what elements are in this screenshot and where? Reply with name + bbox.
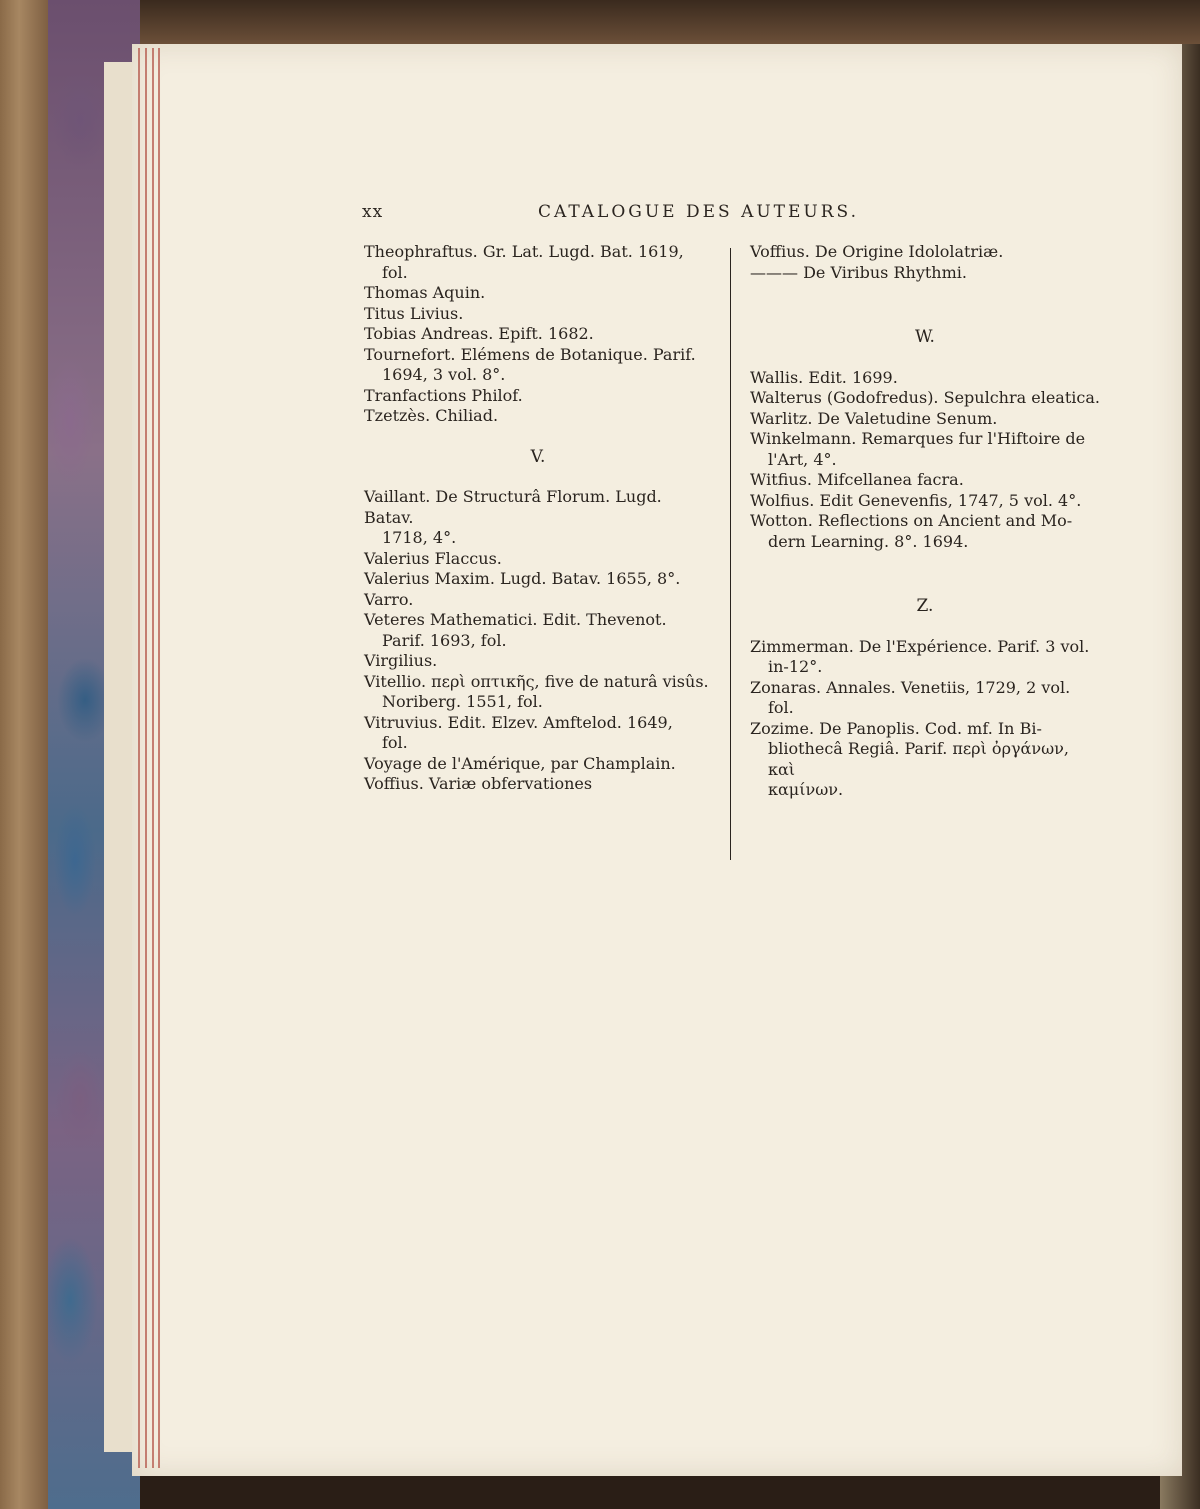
- catalogue-entry: Warlitz. De Valetudine Senum.: [750, 408, 998, 428]
- catalogue-entry: Voffius. De Origine Idololatriæ.: [750, 242, 1004, 261]
- book-spine-edge: [0, 0, 48, 1509]
- catalogue-entry: Tzetzès. Chiliad.: [364, 406, 499, 425]
- catalogue-entry: Tranfactions Philof.: [364, 385, 523, 405]
- catalogue-entry: Witfius. Mifcellanea facra.: [750, 470, 964, 489]
- catalogue-entry: Zonaras. Annales. Venetiis, 1729, 2 vol.: [750, 677, 1071, 697]
- catalogue-entry: Varro.: [364, 589, 414, 609]
- catalogue-entry: Zimmerman. De l'Expérience. Parif. 3 vol.: [750, 636, 1090, 656]
- catalogue-entry-continuation: bliothecâ Regiâ. Parif. περὶ ὀργάνων, καὶ: [768, 739, 1069, 779]
- catalogue-entry: Veteres Mathematici. Edit. Thevenot.: [364, 610, 667, 629]
- section-heading-w: W.: [915, 327, 935, 347]
- catalogue-entry-continuation: καμίνων.: [768, 780, 844, 799]
- red-page-edge-rule: [158, 48, 160, 1468]
- catalogue-entry-continuation: dern Learning. 8°. 1694.: [768, 531, 969, 551]
- red-page-edge-rule: [138, 48, 140, 1468]
- red-page-edge-rule: [152, 48, 154, 1468]
- catalogue-entry: Virgilius.: [364, 651, 438, 670]
- catalogue-entry-continuation: fol.: [382, 262, 408, 282]
- catalogue-entry-continuation: Noriberg. 1551, fol.: [382, 692, 543, 711]
- catalogue-entry: Theophraftus. Gr. Lat. Lugd. Bat. 1619,: [364, 242, 684, 261]
- catalogue-entry: Tournefort. Elémens de Botanique. Parif.: [364, 344, 696, 364]
- catalogue-entry: Thomas Aquin.: [364, 283, 486, 302]
- page-folio: xx: [362, 202, 384, 222]
- catalogue-entry: Vaillant. De Structurâ Florum. Lugd. Batav.: [364, 487, 662, 527]
- catalogue-entry: Zozime. De Panoplis. Cod. mf. In Bi-: [750, 718, 1042, 738]
- catalogue-entry-continuation: 1718, 4°.: [382, 528, 457, 547]
- catalogue-entry-continuation: Parif. 1693, fol.: [382, 630, 507, 650]
- red-page-edge-rule: [145, 48, 147, 1468]
- column-divider-rule: [730, 248, 731, 860]
- page-title: CATALOGUE DES AUTEURS.: [538, 202, 859, 222]
- catalogue-entry: Winkelmann. Remarques fur l'Hiftoire de: [750, 429, 1086, 448]
- catalogue-entry: Wotton. Reflections on Ancient and Mo-: [750, 511, 1073, 530]
- right-column: [750, 242, 1100, 801]
- catalogue-entry: Voyage de l'Amérique, par Champlain.: [364, 753, 676, 773]
- catalogue-entry-continuation: 1694, 3 vol. 8°.: [382, 365, 506, 384]
- catalogue-entry: Tobias Andreas. Epift. 1682.: [364, 324, 594, 343]
- catalogue-entry-continuation: in-12°.: [768, 657, 823, 676]
- catalogue-entry-continuation: l'Art, 4°.: [768, 449, 837, 469]
- catalogue-entry: Walterus (Godofredus). Sepulchra eleatica.: [750, 388, 1100, 407]
- catalogue-entry-continuation: fol.: [382, 733, 408, 752]
- catalogue-entry: Wolfius. Edit Genevenfis, 1747, 5 vol. 4°.: [750, 490, 1082, 510]
- catalogue-entry: Vitruvius. Edit. Elzev. Amftelod. 1649,: [364, 712, 673, 732]
- catalogue-entry-continuation: fol.: [768, 698, 794, 717]
- catalogue-entry: Wallis. Edit. 1699.: [750, 367, 898, 387]
- section-heading-z: Z.: [916, 596, 934, 616]
- catalogue-entry: Voffius. Variæ obfervationes: [364, 774, 593, 793]
- catalogue-entry: Valerius Maxim. Lugd. Batav. 1655, 8°.: [364, 569, 681, 588]
- running-head: [362, 202, 922, 228]
- book-board-top: [0, 0, 1200, 44]
- catalogue-entry: Titus Livius.: [364, 303, 464, 323]
- catalogue-entry: ——— De Viribus Rhythmi.: [750, 262, 967, 282]
- catalogue-entry: Valerius Flaccus.: [364, 548, 502, 568]
- catalogue-entry: Vitellio. περὶ οπτικῆς, five de naturâ visûs.: [364, 671, 709, 691]
- left-column: [364, 242, 712, 795]
- section-heading-v: V.: [530, 446, 546, 467]
